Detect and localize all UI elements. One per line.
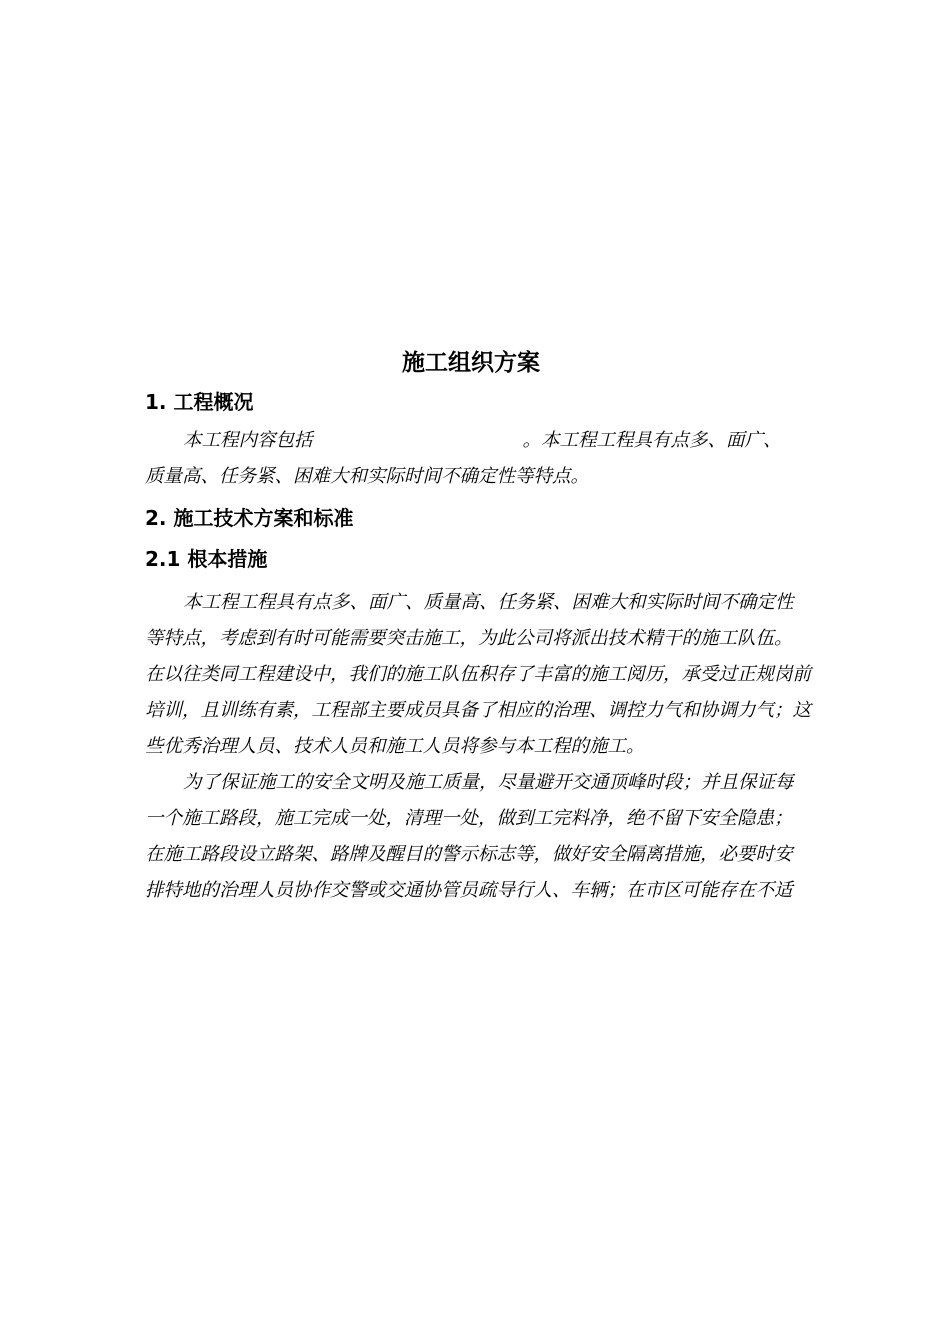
- section-heading-technical-plan: 2. 施工技术方案和标准: [145, 506, 354, 530]
- paragraph-line: 一个施工路段，施工完成一处，清理一处，做到工完料净，绝不留下安全隐患；: [145, 808, 793, 829]
- paragraph-line: 在以往类同工程建设中，我们的施工队伍积存了丰富的施工阅历，承受过正规岗前: [145, 664, 812, 685]
- overview-text-start: 本工程内容包括: [183, 430, 313, 451]
- paragraph-line: 排特地的治理人员协作交警或交通协管员疏导行人、车辆；在市区可能存在不适: [145, 880, 793, 901]
- overview-paragraph: [145, 423, 819, 495]
- overview-text-end: 。本工程工程具有点多、面广、: [522, 430, 782, 451]
- paragraph-line: [145, 423, 819, 459]
- paragraph-line: 在施工路段设立路架、路牌及醒目的警示标志等，做好安全隔离措施，必要时安: [145, 844, 793, 865]
- paragraph-line: 为了保证施工的安全文明及施工质量，尽量避开交通顶峰时段；并且保证每: [183, 772, 794, 793]
- paragraph-line: 培训，且训练有素，工程部主要成员具备了相应的治理、调控力气和协调力气；这: [145, 700, 812, 721]
- paragraph-line: 质量高、任务紧、困难大和实际时间不确定性等特点。: [145, 466, 590, 487]
- paragraph-line: 些优秀治理人员、技术人员和施工人员将参与本工程的施工。: [145, 736, 645, 757]
- page-title: 施工组织方案: [402, 350, 540, 376]
- subsection-heading-basic-measures: 2.1 根本措施: [145, 547, 268, 571]
- measures-paragraph-1: [145, 585, 819, 765]
- section-heading-overview: 1. 工程概况: [145, 390, 254, 414]
- measures-paragraph-2: [145, 765, 819, 909]
- paragraph-line: 等特点，考虑到有时可能需要突击施工，为此公司将派出技术精干的施工队伍。: [145, 628, 793, 649]
- paragraph-line: 本工程工程具有点多、面广、质量高、任务紧、困难大和实际时间不确定性: [183, 592, 794, 613]
